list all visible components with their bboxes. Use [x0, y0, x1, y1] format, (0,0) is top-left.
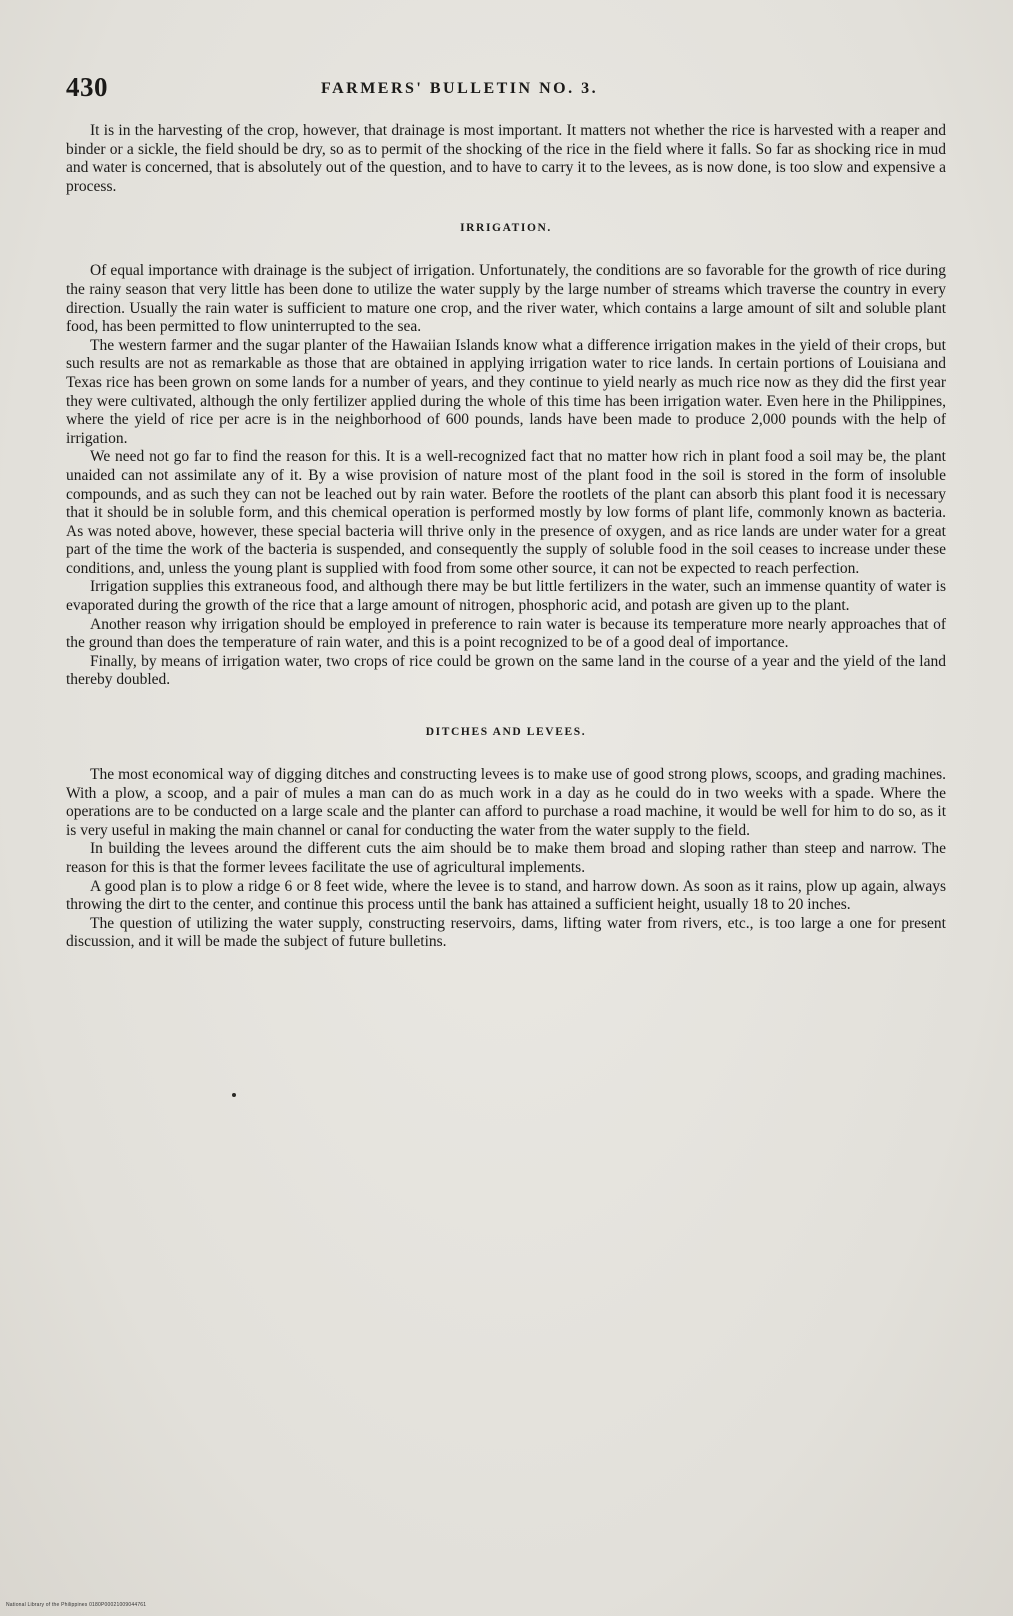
irrigation-paragraph-6: Finally, by means of irrigation water, two crops of rice could be grown on the same land in the course of a year and the yield of the land thereby doubled. — [66, 652, 946, 689]
irrigation-paragraph-4: Irrigation supplies this extraneous food, and although there may be but little fertilizers in the water, such an immense quantity of water is evaporated during the growth of the rice that a large amount of nitrogen, phosphoric acid, and potash are given up to the plant. — [66, 578, 946, 615]
section-heading-irrigation: IRRIGATION. — [460, 222, 552, 235]
section-heading-ditches-and-levees: DITCHES AND LEVEES. — [425, 726, 587, 739]
scan-footer: National Library of the Philippines 0180P00021009044761 — [6, 1602, 147, 1608]
ditches-paragraph-3: A good plan is to plow a ridge 6 or 8 feet wide, where the levee is to stand, and harrow down. As soon as it rains, plow up again, always throwing the dirt to the center, and continue this process until the bank has attained a sufficient height, usually 18 to 20 inches. — [66, 877, 946, 914]
ink-speck — [232, 1093, 236, 1097]
irrigation-paragraph-5: Another reason why irrigation should be employed in preference to rain water is because its temperature more nearly approaches that of the ground than does the temperature of rain water, and this is a point recognized to be of a good deal of importance. — [66, 615, 946, 652]
intro-paragraph: It is in the harvesting of the crop, however, that drainage is most important. It matters not whether the rice is harvested with a reaper and binder or a sickle, the field should be dry, so as to permit of the shocking of the rice in the field where it falls. So far as shocking rice in mud and water is concerned, that is absolutely out of the question, and to have to carry it to the levees, as is now done, is too slow and expensive a process. — [66, 122, 946, 195]
page-number: 430 — [66, 72, 108, 102]
running-head: FARMERS' BULLETIN NO. 3. — [321, 80, 599, 97]
irrigation-paragraph-3: We need not go far to find the reason for this. It is a well-recognized fact that no matter how rich in plant food a soil may be, the plant unaided can not assimilate any of it. By a wise provision of nature most of the plant food in the soil is stored in the form of insoluble compounds, and as such they can not be leached out by rain water. Before the rootlets of the plant can absorb this plant food it is necessary that it should be in soluble form, and this chemical operation is performed mostly by low forms of plant life, commonly known as bacteria. As was noted above, however, these special bacteria will thrive only in the presence of oxygen, and as rice lands are under water for a great part of the time the work of the bacteria is suspended, and consequently the supply of soluble food in the soil ceases to increase under these conditions, and, unless the young plant is supplied with food from some other source, it can not be expected to reach perfection. — [66, 448, 946, 577]
irrigation-paragraph-1: Of equal importance with drainage is the subject of irrigation. Unfortunately, the conditions are so favorable for the growth of rice during the rainy season that very little has been done to utilize the water supply by the large number of streams which traverse the country in every direction. Usually the rain water is sufficient to mature one crop, and the river water, which contains a large amount of silt and soluble plant food, has been permitted to flow uninterrupted to the sea. — [66, 262, 946, 336]
irrigation-paragraph-2: The western farmer and the sugar planter of the Hawaiian Islands know what a difference irrigation makes in the yield of their crops, but such results are not as remarkable as those that are obtained in applying irrigation water to rice lands. In certain portions of Louisiana and Texas rice has been grown on some lands for a number of years, and they continue to yield nearly as much rice now as they did the first year they were cultivated, although the only fertilizer applied during the whole of this time has been irrigation water. Even here in the Philippines, where the yield of rice per acre is in the neighborhood of 600 pounds, lands have been made to produce 2,000 pounds with the help of irrigation. — [66, 336, 946, 447]
ditches-paragraph-2: In building the levees around the different cuts the aim should be to make them broad and sloping rather than steep and narrow. The reason for this is that the former levees facilitate the use of agricultural implements. — [66, 840, 946, 876]
body-text — [66, 122, 946, 952]
ditches-paragraph-1: The most economical way of digging ditches and constructing levees is to make use of good strong plows, scoops, and grading machines. With a plow, a scoop, and a pair of mules a man can do as much work in a day as he could do in two weeks with a spade. Where the operations are to be conducted on a large scale and the planter can afford to purchase a road machine, it would be well for him to do so, as it is very useful in making the main channel or canal for conducting the water from the water supply to the field. — [66, 766, 946, 839]
page-header — [66, 72, 946, 112]
ditches-paragraph-4: The question of utilizing the water supply, constructing reservoirs, dams, lifting water from rivers, etc., is too large a one for present discussion, and it will be made the subject of future bulletins. — [66, 914, 946, 951]
